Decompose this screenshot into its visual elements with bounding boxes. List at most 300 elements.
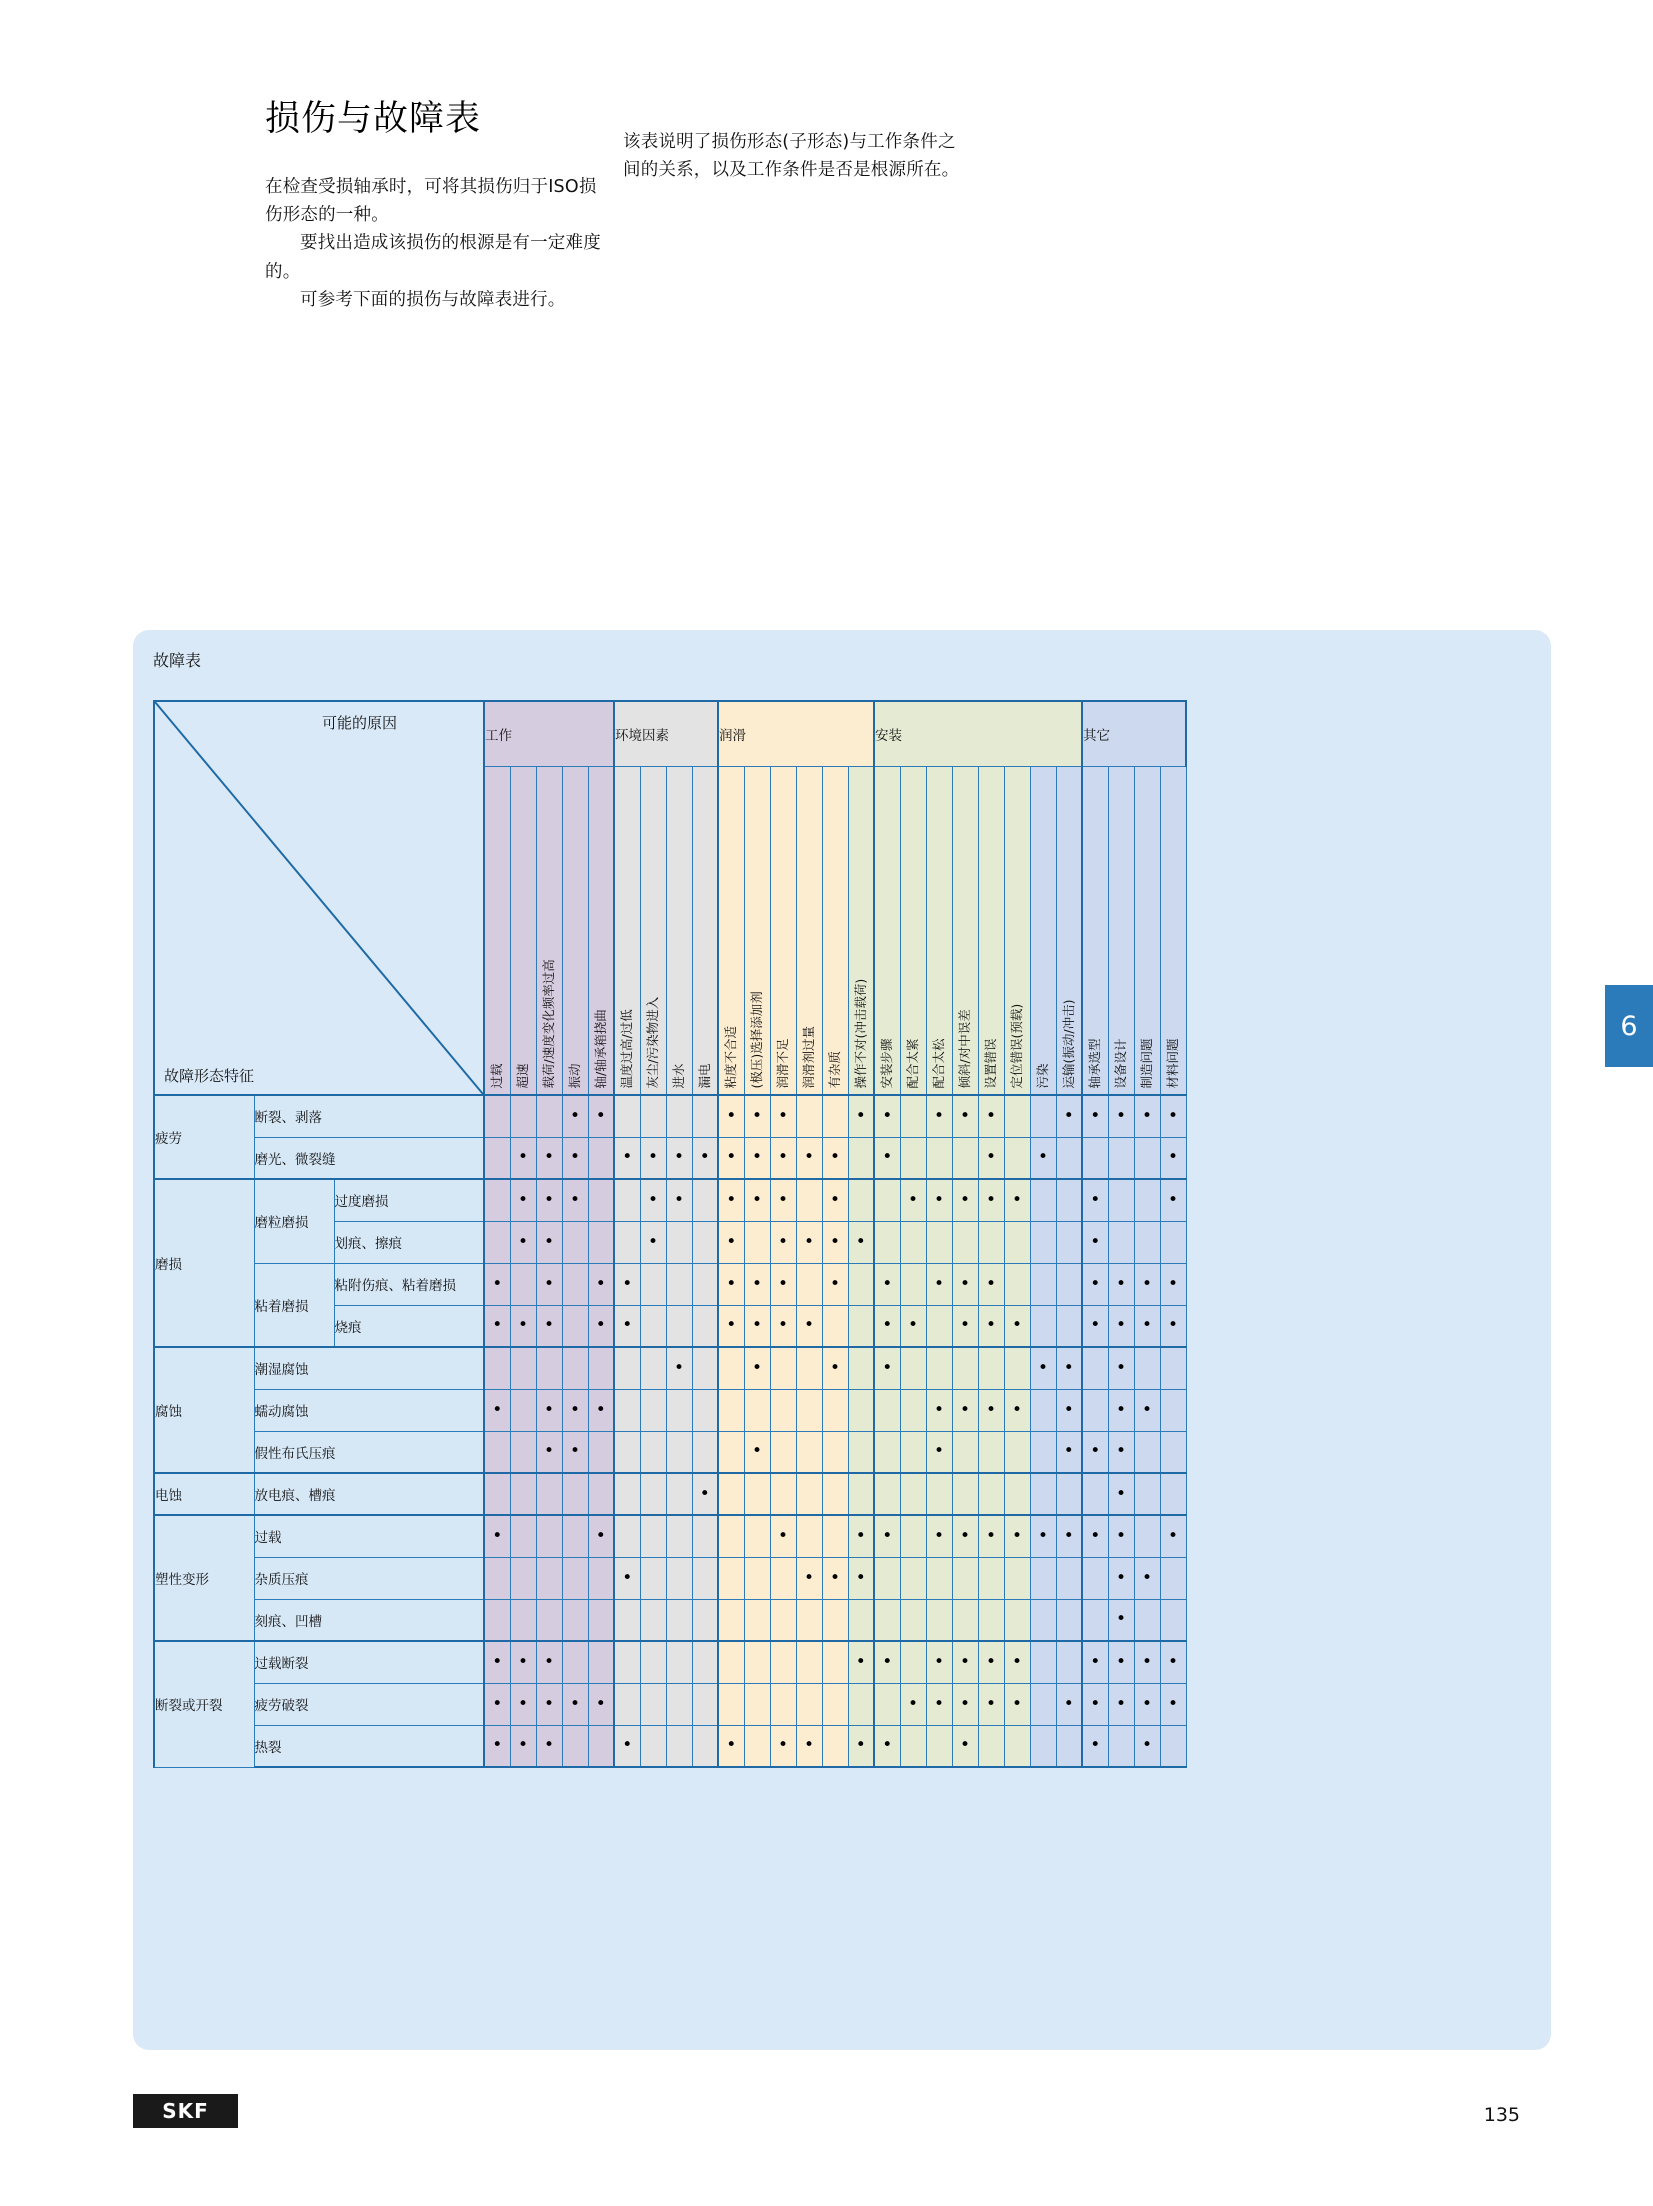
table-row: [154, 1263, 1186, 1305]
column-header-label: 漏电: [696, 1062, 712, 1088]
matrix-cell: [978, 1473, 1004, 1515]
table-row: [154, 1599, 1186, 1641]
row-label-text: 热裂: [254, 1739, 282, 1756]
matrix-cell: [744, 1095, 770, 1137]
matrix-cell: [588, 1389, 614, 1431]
matrix-cell: [1108, 1431, 1134, 1473]
matrix-cell: [718, 1557, 744, 1599]
matrix-cell: [926, 1179, 952, 1221]
matrix-cell: [978, 1599, 1004, 1641]
matrix-cell: [1160, 1515, 1186, 1557]
matrix-cell: [1082, 1095, 1108, 1137]
matrix-cell: [536, 1347, 562, 1389]
matrix-cell: [536, 1305, 562, 1347]
row-group-1-label: 疲劳: [155, 1131, 182, 1147]
row-group-1: [154, 1641, 254, 1767]
row-label-text: 假性布氏压痕: [254, 1445, 336, 1462]
matrix-cell: [926, 1641, 952, 1683]
column-header-1: [510, 767, 536, 1095]
matrix-cell: [926, 1221, 952, 1263]
matrix-cell: [1134, 1095, 1160, 1137]
column-header-24: [1108, 767, 1134, 1095]
column-header-6: [640, 767, 666, 1095]
matrix-cell: [640, 1221, 666, 1263]
matrix-cell: [874, 1431, 900, 1473]
matrix-cell: [978, 1221, 1004, 1263]
matrix-cell: [1030, 1389, 1056, 1431]
matrix-cell: [692, 1557, 718, 1599]
matrix-cell: [1160, 1347, 1186, 1389]
matrix-cell: [666, 1389, 692, 1431]
matrix-cell: [562, 1137, 588, 1179]
column-header-23: [1082, 767, 1108, 1095]
column-header-label: 材料问题: [1164, 1037, 1180, 1088]
matrix-cell: [978, 1389, 1004, 1431]
matrix-cell: [900, 1221, 926, 1263]
matrix-cell: [484, 1725, 510, 1767]
matrix-cell: [1160, 1389, 1186, 1431]
matrix-cell: [1030, 1263, 1056, 1305]
matrix-cell: [900, 1683, 926, 1725]
matrix-cell: [874, 1683, 900, 1725]
matrix-cell: [770, 1095, 796, 1137]
matrix-cell: [1004, 1221, 1030, 1263]
matrix-cell: [926, 1599, 952, 1641]
matrix-cell: [822, 1137, 848, 1179]
matrix-cell: [952, 1515, 978, 1557]
matrix-cell: [536, 1221, 562, 1263]
row-label-text: 放电痕、槽痕: [254, 1488, 336, 1504]
matrix-cell: [1160, 1683, 1186, 1725]
table-row: [154, 1515, 1186, 1557]
matrix-cell: [692, 1263, 718, 1305]
matrix-cell: [848, 1557, 874, 1599]
matrix-cell: [1004, 1683, 1030, 1725]
matrix-cell: [640, 1641, 666, 1683]
matrix-cell: [1134, 1515, 1160, 1557]
column-header-11: [770, 767, 796, 1095]
matrix-cell: [1056, 1473, 1082, 1515]
column-header-label: 振动: [566, 1062, 582, 1088]
matrix-cell: [1134, 1263, 1160, 1305]
matrix-cell: [588, 1515, 614, 1557]
column-header-7: [666, 767, 692, 1095]
matrix-cell: [822, 1641, 848, 1683]
chapter-tab-label: 6: [1620, 1010, 1638, 1042]
matrix-cell: [614, 1179, 640, 1221]
matrix-cell: [926, 1137, 952, 1179]
matrix-cell: [1082, 1305, 1108, 1347]
row-label: [254, 1347, 484, 1389]
matrix-cell: [484, 1221, 510, 1263]
matrix-cell: [978, 1263, 1004, 1305]
matrix-cell: [484, 1599, 510, 1641]
matrix-cell: [484, 1347, 510, 1389]
column-header-12: [796, 767, 822, 1095]
matrix-cell: [874, 1599, 900, 1641]
matrix-cell: [666, 1305, 692, 1347]
matrix-cell: [1108, 1683, 1134, 1725]
matrix-cell: [588, 1347, 614, 1389]
matrix-cell: [536, 1473, 562, 1515]
matrix-cell: [796, 1137, 822, 1179]
row-label-text: 潮湿腐蚀: [254, 1362, 309, 1379]
matrix-cell: [692, 1095, 718, 1137]
row-group-2: [254, 1179, 334, 1263]
row-label: [254, 1515, 484, 1557]
matrix-cell: [1082, 1515, 1108, 1557]
matrix-cell: [874, 1725, 900, 1767]
matrix-cell: [1134, 1683, 1160, 1725]
matrix-cell: [484, 1263, 510, 1305]
matrix-cell: [822, 1683, 848, 1725]
intro-paragraph-2: 要找出造成该损伤的根源是有一定难度的。: [265, 233, 601, 282]
matrix-cell: [770, 1557, 796, 1599]
column-header-0: [484, 767, 510, 1095]
chapter-tab[interactable]: [1605, 985, 1653, 1067]
column-header-26: [1160, 767, 1186, 1095]
matrix-cell: [770, 1599, 796, 1641]
matrix-cell: [822, 1305, 848, 1347]
column-header-label: (极压)选择添加剂: [748, 990, 764, 1088]
row-group-2: [254, 1263, 334, 1347]
matrix-cell: [1030, 1095, 1056, 1137]
page-header: [265, 100, 1365, 314]
matrix-cell: [848, 1305, 874, 1347]
matrix-cell: [588, 1137, 614, 1179]
matrix-cell: [822, 1347, 848, 1389]
column-header-label: 超速: [514, 1062, 530, 1088]
matrix-cell: [900, 1347, 926, 1389]
row-label: [334, 1305, 484, 1347]
intro-left-column: [265, 100, 613, 314]
matrix-cell: [536, 1683, 562, 1725]
row-axis-label: 故障形态特征: [164, 1067, 255, 1085]
matrix-cell: [926, 1683, 952, 1725]
matrix-cell: [588, 1599, 614, 1641]
matrix-cell: [562, 1389, 588, 1431]
matrix-cell: [1030, 1305, 1056, 1347]
skf-logo: [133, 2094, 238, 2128]
matrix-cell: [1134, 1221, 1160, 1263]
matrix-cell: [744, 1431, 770, 1473]
matrix-cell: [718, 1263, 744, 1305]
matrix-cell: [718, 1389, 744, 1431]
matrix-cell: [614, 1137, 640, 1179]
matrix-cell: [952, 1599, 978, 1641]
matrix-cell: [926, 1095, 952, 1137]
matrix-cell: [874, 1389, 900, 1431]
matrix-cell: [1134, 1473, 1160, 1515]
matrix-cell: [1004, 1431, 1030, 1473]
table-row: [154, 1137, 1186, 1179]
intro-right-column: [623, 100, 968, 185]
row-label-text: 蠕动腐蚀: [254, 1404, 309, 1420]
matrix-cell: [952, 1305, 978, 1347]
matrix-cell: [1004, 1725, 1030, 1767]
matrix-cell: [1030, 1431, 1056, 1473]
matrix-cell: [536, 1095, 562, 1137]
row-label: [254, 1683, 484, 1725]
table-row: [154, 1095, 1186, 1137]
matrix-cell: [822, 1221, 848, 1263]
column-header-label: 设置错误: [982, 1037, 998, 1088]
matrix-cell: [666, 1137, 692, 1179]
matrix-cell: [770, 1221, 796, 1263]
matrix-cell: [900, 1137, 926, 1179]
matrix-cell: [510, 1179, 536, 1221]
matrix-cell: [666, 1263, 692, 1305]
matrix-cell: [822, 1515, 848, 1557]
matrix-cell: [822, 1473, 848, 1515]
column-header-18: [952, 767, 978, 1095]
matrix-cell: [562, 1473, 588, 1515]
matrix-cell: [1030, 1179, 1056, 1221]
matrix-cell: [614, 1347, 640, 1389]
column-header-22: [1056, 767, 1082, 1095]
matrix-cell: [874, 1473, 900, 1515]
matrix-cell: [536, 1557, 562, 1599]
matrix-cell: [874, 1179, 900, 1221]
matrix-cell: [1082, 1599, 1108, 1641]
matrix-cell: [1108, 1137, 1134, 1179]
matrix-cell: [744, 1599, 770, 1641]
column-header-label: 倾斜/对中误差: [956, 1008, 972, 1088]
matrix-cell: [510, 1641, 536, 1683]
row-label-text: 过载断裂: [254, 1656, 309, 1673]
matrix-cell: [1082, 1137, 1108, 1179]
group-header-other: [1082, 701, 1186, 767]
matrix-cell: [900, 1473, 926, 1515]
matrix-cell: [640, 1389, 666, 1431]
matrix-cell: [718, 1095, 744, 1137]
matrix-cell: [1004, 1389, 1030, 1431]
matrix-cell: [1160, 1305, 1186, 1347]
matrix-cell: [666, 1095, 692, 1137]
row-label-text: 磨光、微裂缝: [254, 1151, 336, 1168]
matrix-cell: [900, 1557, 926, 1599]
table-row: [154, 1641, 1186, 1683]
matrix-cell: [1082, 1557, 1108, 1599]
matrix-cell: [614, 1641, 640, 1683]
matrix-cell: [1134, 1179, 1160, 1221]
failure-matrix: [153, 700, 1187, 1768]
matrix-cell: [770, 1725, 796, 1767]
matrix-cell: [640, 1305, 666, 1347]
matrix-cell: [510, 1431, 536, 1473]
matrix-cell: [1082, 1389, 1108, 1431]
column-header-label: 粘度不合适: [723, 1025, 738, 1088]
matrix-cell: [978, 1557, 1004, 1599]
row-label-text: 烧痕: [334, 1319, 362, 1336]
matrix-cell: [952, 1683, 978, 1725]
matrix-cell: [1082, 1179, 1108, 1221]
matrix-cell: [744, 1179, 770, 1221]
matrix-cell: [510, 1347, 536, 1389]
matrix-cell: [692, 1347, 718, 1389]
matrix-cell: [562, 1515, 588, 1557]
matrix-cell: [1108, 1095, 1134, 1137]
matrix-cell: [978, 1095, 1004, 1137]
matrix-cell: [718, 1473, 744, 1515]
matrix-cell: [874, 1347, 900, 1389]
row-group-1-label: 腐蚀: [155, 1404, 182, 1420]
column-header-label: 润滑剂过量: [800, 1025, 816, 1088]
matrix-cell: [718, 1137, 744, 1179]
column-axis-label: 可能的原因: [321, 714, 397, 732]
matrix-cell: [614, 1557, 640, 1599]
matrix-cell: [718, 1683, 744, 1725]
matrix-cell: [744, 1221, 770, 1263]
matrix-cell: [510, 1389, 536, 1431]
matrix-cell: [900, 1305, 926, 1347]
matrix-cell: [1082, 1641, 1108, 1683]
column-header-17: [926, 767, 952, 1095]
matrix-cell: [536, 1515, 562, 1557]
matrix-cell: [484, 1431, 510, 1473]
matrix-cell: [484, 1389, 510, 1431]
matrix-cell: [848, 1347, 874, 1389]
matrix-cell: [510, 1095, 536, 1137]
matrix-cell: [484, 1557, 510, 1599]
matrix-cell: [1030, 1137, 1056, 1179]
matrix-cell: [952, 1641, 978, 1683]
row-group-1-label: 电蚀: [155, 1488, 182, 1504]
row-label: [334, 1221, 484, 1263]
matrix-cell: [588, 1725, 614, 1767]
column-header-label: 过载: [489, 1062, 504, 1088]
row-group-1: [154, 1095, 254, 1179]
matrix-cell: [562, 1557, 588, 1599]
column-header-4: [588, 767, 614, 1095]
matrix-cell: [796, 1557, 822, 1599]
column-header-label: 设备设计: [1112, 1037, 1128, 1088]
matrix-cell: [822, 1389, 848, 1431]
matrix-cell: [510, 1599, 536, 1641]
matrix-cell: [926, 1557, 952, 1599]
group-header-inst: [874, 701, 1082, 767]
table-row: [154, 1473, 1186, 1515]
matrix-cell: [1056, 1137, 1082, 1179]
matrix-corner-cell: [154, 701, 484, 1095]
matrix-cell: [822, 1263, 848, 1305]
matrix-cell: [614, 1599, 640, 1641]
matrix-cell: [1004, 1179, 1030, 1221]
row-group-2-label: 粘着磨损: [254, 1298, 309, 1315]
matrix-cell: [1082, 1263, 1108, 1305]
matrix-cell: [510, 1263, 536, 1305]
group-header-label: 环境因素: [615, 728, 669, 745]
matrix-cell: [1030, 1557, 1056, 1599]
matrix-cell: [978, 1725, 1004, 1767]
page-title: 损伤与故障表: [265, 99, 482, 139]
matrix-cell: [926, 1725, 952, 1767]
column-header-16: [900, 767, 926, 1095]
matrix-cell: [692, 1641, 718, 1683]
row-label: [254, 1095, 484, 1137]
matrix-cell: [562, 1599, 588, 1641]
matrix-cell: [1108, 1557, 1134, 1599]
matrix-cell: [744, 1473, 770, 1515]
matrix-cell: [952, 1263, 978, 1305]
matrix-cell: [796, 1683, 822, 1725]
matrix-cell: [562, 1263, 588, 1305]
matrix-cell: [692, 1725, 718, 1767]
matrix-cell: [536, 1263, 562, 1305]
matrix-cell: [770, 1683, 796, 1725]
matrix-cell: [692, 1473, 718, 1515]
matrix-cell: [1160, 1431, 1186, 1473]
column-header-2: [536, 767, 562, 1095]
matrix-cell: [796, 1515, 822, 1557]
matrix-cell: [1056, 1557, 1082, 1599]
matrix-cell: [614, 1221, 640, 1263]
matrix-cell: [952, 1095, 978, 1137]
row-group-1: [154, 1473, 254, 1515]
matrix-cell: [900, 1389, 926, 1431]
table-row: [154, 1389, 1186, 1431]
diagonal-divider-icon: [155, 702, 483, 1094]
matrix-cell: [744, 1641, 770, 1683]
matrix-cell: [1082, 1221, 1108, 1263]
matrix-cell: [822, 1179, 848, 1221]
matrix-cell: [848, 1473, 874, 1515]
matrix-cell: [562, 1683, 588, 1725]
column-header-label: 温度过高/过低: [619, 1008, 634, 1088]
matrix-cell: [484, 1515, 510, 1557]
matrix-cell: [848, 1263, 874, 1305]
matrix-cell: [1056, 1683, 1082, 1725]
group-header-lub: [718, 701, 874, 767]
matrix-cell: [1030, 1683, 1056, 1725]
matrix-cell: [1160, 1599, 1186, 1641]
matrix-cell: [1004, 1515, 1030, 1557]
matrix-cell: [1056, 1599, 1082, 1641]
page-number: 135: [1483, 2104, 1520, 2126]
matrix-cell: [614, 1305, 640, 1347]
intro-paragraph-1: 在检查受损轴承时，可将其损伤归于ISO损伤形态的一种。: [265, 176, 597, 225]
matrix-cell: [510, 1137, 536, 1179]
matrix-cell: [1056, 1725, 1082, 1767]
matrix-cell: [536, 1137, 562, 1179]
matrix-cell: [1004, 1137, 1030, 1179]
matrix-cell: [874, 1095, 900, 1137]
matrix-cell: [900, 1095, 926, 1137]
matrix-cell: [1108, 1263, 1134, 1305]
matrix-cell: [770, 1347, 796, 1389]
matrix-cell: [614, 1095, 640, 1137]
matrix-cell: [1004, 1263, 1030, 1305]
matrix-cell: [614, 1515, 640, 1557]
matrix-cell: [1134, 1599, 1160, 1641]
matrix-cell: [562, 1179, 588, 1221]
group-header-label: 润滑: [719, 728, 746, 745]
matrix-cell: [588, 1431, 614, 1473]
matrix-cell: [1134, 1557, 1160, 1599]
matrix-cell: [1160, 1095, 1186, 1137]
failure-table-panel: [133, 630, 1551, 2050]
matrix-cell: [900, 1179, 926, 1221]
row-label: [254, 1389, 484, 1431]
matrix-cell: [822, 1599, 848, 1641]
matrix-cell: [900, 1263, 926, 1305]
matrix-cell: [692, 1137, 718, 1179]
skf-logo-text: SKF: [162, 2099, 209, 2123]
matrix-cell: [1056, 1221, 1082, 1263]
matrix-cell: [822, 1557, 848, 1599]
row-label: [334, 1179, 484, 1221]
matrix-cell: [926, 1515, 952, 1557]
